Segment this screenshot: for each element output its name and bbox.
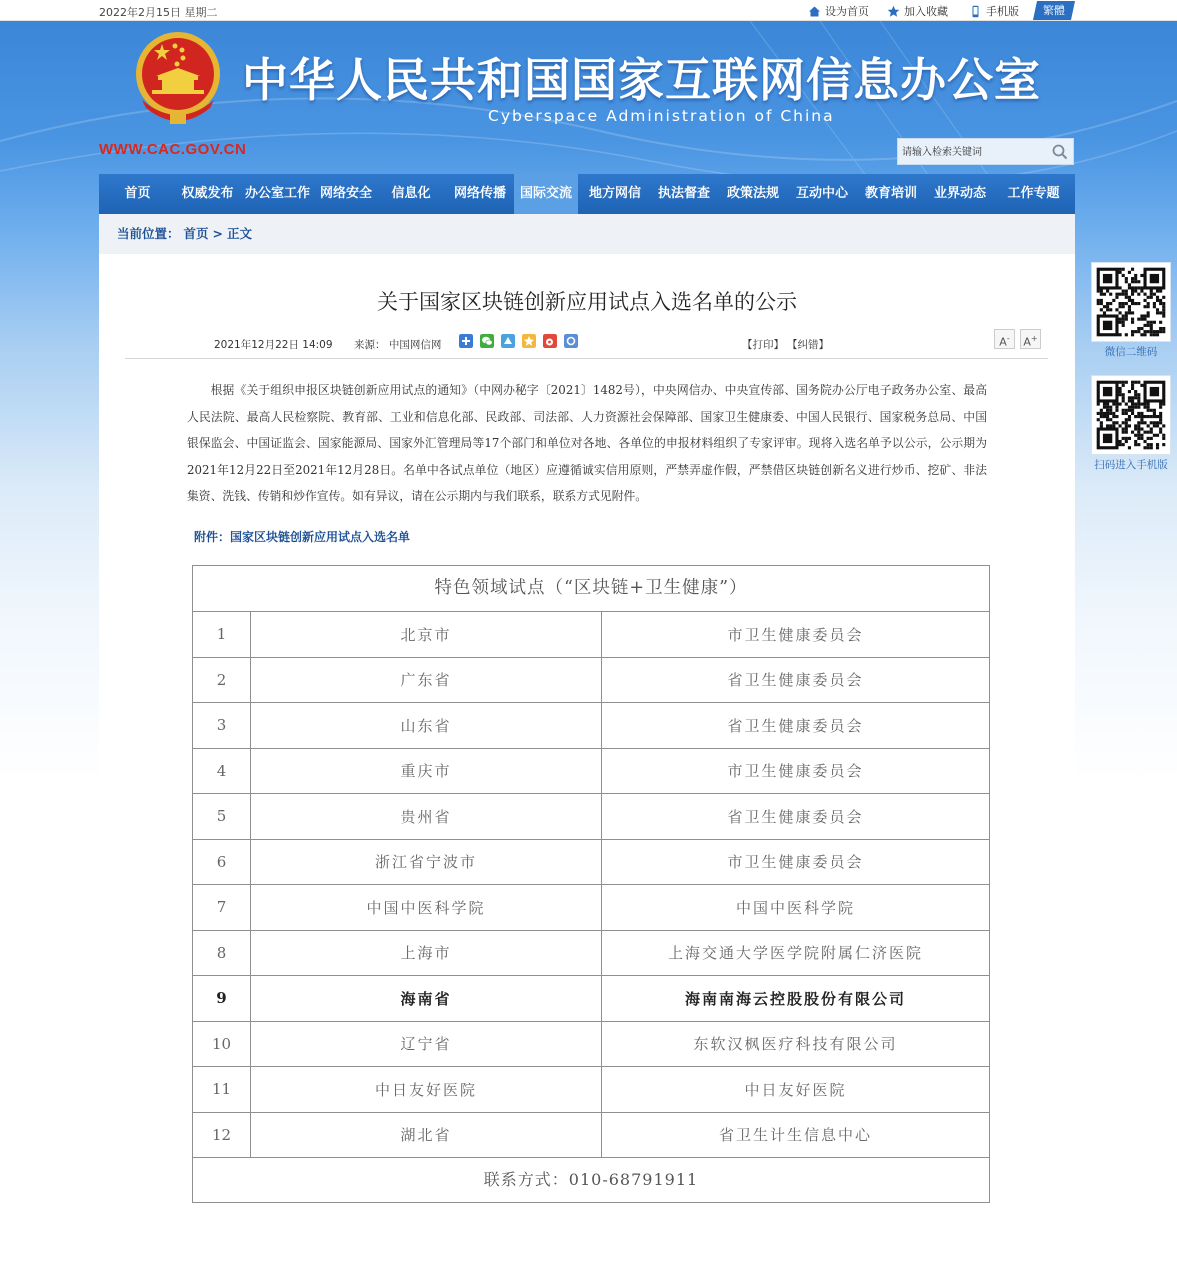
breadcrumb: [99, 214, 1075, 254]
add-favorite-link[interactable]: [887, 3, 948, 19]
row-unit: 市卫生健康委员会: [727, 625, 864, 644]
table-header: 特色领域试点（“区块链+卫生健康”）: [193, 566, 989, 612]
link-share-icon[interactable]: [564, 334, 578, 348]
row-unit: 省卫生健康委员会: [727, 716, 864, 735]
table-row: [193, 1113, 989, 1159]
row-number: 12: [193, 1113, 251, 1158]
nav-item-local-cac[interactable]: 地方网信: [588, 186, 641, 201]
nav-item-interaction-center[interactable]: 互动中心: [795, 186, 848, 201]
site-subtitle: Cyberspace Administration of China: [488, 107, 835, 125]
content-panel: [99, 214, 1075, 1280]
mobile-version-label: 手机版: [986, 5, 1019, 18]
row-unit: 东软汉枫医疗科技有限公司: [693, 1035, 898, 1054]
table-contact: 联系方式：010-68791911: [483, 1170, 699, 1189]
nav-item-international-exchange[interactable]: 国际交流: [514, 174, 578, 214]
mobile-qr-code: [1091, 375, 1171, 455]
row-region: 广东省: [251, 658, 602, 703]
table-row: [193, 1022, 989, 1068]
row-region: 浙江省宁波市: [251, 840, 602, 885]
nav-item-policies-regulations[interactable]: 政策法规: [726, 186, 779, 201]
row-number: 10: [193, 1022, 251, 1067]
top-utility-bar: [0, 0, 1177, 21]
wechat-share-icon[interactable]: [480, 334, 494, 348]
row-number: 1: [193, 612, 251, 657]
share-icons: [459, 334, 578, 348]
table-row: [193, 749, 989, 795]
nav-item-home[interactable]: 首页: [124, 186, 151, 201]
row-number: 11: [193, 1067, 251, 1112]
table-row: [193, 794, 989, 840]
font-larger-button[interactable]: A+: [1020, 329, 1041, 349]
article-datetime: 2021年12月22日 14:09: [214, 339, 333, 351]
table-row: [193, 612, 989, 658]
row-number: 2: [193, 658, 251, 703]
row-region: 辽宁省: [251, 1022, 602, 1067]
nav-item-law-enforcement[interactable]: 执法督查: [657, 186, 710, 201]
table-row: [193, 885, 989, 931]
table-row: [193, 1067, 989, 1113]
main-navigation: [99, 174, 1075, 214]
site-url[interactable]: WWW.CAC.GOV.CN: [99, 141, 247, 158]
row-region: 中日友好医院: [251, 1067, 602, 1112]
article-body: 根据《关于组织申报区块链创新应用试点的通知》（中网办秘字〔2021〕1482号），中央网信办、中央宣传部、国务院办公厅电子政务办公室、最高人民法院、最高人民检察院、教育部、工业和信息化部、民政部、司法部、人力资源社会保障部、国家卫生健康委、中国人民银行、国家税务总局、中国银保监会、中国证监会、国家能源局、国家外汇管理局等17个部门和单位对各地、各单位的申报材料组织了专家评审。现将入选名单予以公示，公示期为2021年12月22日至2021年12月28日。名单中各试点单位（地区）应遵循诚实信用原则，严禁弄虚作假，严禁借区块链创新名义进行炒币、挖矿、非法集资、洗钱、传销和炒作宣传。如有异议，请在公示期内与我们联系，联系方式见附件。: [187, 383, 987, 503]
qzone-share-icon[interactable]: [522, 334, 536, 348]
nav-item-education-training[interactable]: 教育培训: [864, 186, 917, 201]
row-region: 重庆市: [251, 749, 602, 794]
row-number: 9: [193, 976, 251, 1021]
row-unit: 市卫生健康委员会: [727, 762, 864, 781]
pilot-list-table: [192, 565, 990, 1203]
home-icon: [808, 5, 821, 18]
row-number: 5: [193, 794, 251, 839]
national-emblem-icon: [132, 30, 224, 128]
font-smaller-button[interactable]: A-: [994, 329, 1015, 349]
attachment-link[interactable]: 附件：国家区块链创新应用试点入选名单: [194, 530, 411, 544]
row-unit: 市卫生健康委员会: [727, 853, 864, 872]
nav-item-industry-news[interactable]: 业界动态: [933, 186, 986, 201]
table-row: [193, 703, 989, 749]
correct-error-link[interactable]: 【纠错】: [787, 339, 829, 351]
set-home-label: 设为首页: [825, 5, 869, 18]
row-number: 7: [193, 885, 251, 930]
row-region: 山东省: [251, 703, 602, 748]
sina-share-icon[interactable]: [543, 334, 557, 348]
search-icon[interactable]: [1051, 143, 1069, 161]
weibo-share-icon[interactable]: [501, 334, 515, 348]
current-date: 2022年2月15日 星期二: [99, 6, 218, 19]
print-link[interactable]: 【打印】: [742, 339, 784, 351]
row-unit: 省卫生计生信息中心: [718, 1126, 872, 1145]
font-smaller-label: A: [999, 335, 1007, 349]
table-row: [193, 976, 989, 1022]
mobile-version-link[interactable]: [969, 3, 1019, 19]
row-number: 4: [193, 749, 251, 794]
search-box: [897, 138, 1074, 165]
row-number: 6: [193, 840, 251, 885]
nav-item-cybersecurity[interactable]: 网络安全: [319, 186, 372, 201]
breadcrumb-separator: >: [212, 226, 223, 241]
row-unit: 中日友好医院: [744, 1080, 847, 1099]
wechat-qr-label: 微信二维码: [1104, 346, 1158, 358]
article-source: 来源： 中国网信网: [354, 339, 442, 351]
site-title: 中华人民共和国国家互联网信息办公室: [242, 53, 1041, 107]
row-region: 海南省: [251, 976, 602, 1021]
wechat-qr-code: [1091, 262, 1171, 342]
nav-item-network-communication[interactable]: 网络传播: [453, 186, 506, 201]
row-region: 湖北省: [251, 1113, 602, 1158]
font-larger-label: A: [1023, 335, 1031, 349]
star-icon: [887, 5, 900, 18]
table-row: [193, 658, 989, 704]
breadcrumb-prefix: 当前位置：: [117, 226, 180, 241]
row-unit: 中国中医科学院: [735, 898, 855, 917]
share-more-icon[interactable]: [459, 334, 473, 348]
row-region: 上海市: [251, 931, 602, 976]
row-unit: 省卫生健康委员会: [727, 807, 864, 826]
row-region: 中国中医科学院: [251, 885, 602, 930]
row-region: 北京市: [251, 612, 602, 657]
row-unit: 海南南海云控股股份有限公司: [684, 989, 906, 1008]
breadcrumb-current: 正文: [226, 226, 252, 241]
row-unit: 省卫生健康委员会: [727, 671, 864, 690]
search-input[interactable]: [902, 143, 1042, 161]
nav-item-special-topics[interactable]: 工作专题: [1007, 186, 1060, 201]
traditional-chinese-label: 繁體: [1043, 4, 1065, 17]
title-divider: [125, 358, 1048, 359]
row-unit: 上海交通大学医学院附属仁济医院: [667, 944, 923, 963]
row-region: 贵州省: [251, 794, 602, 839]
add-favorite-label: 加入收藏: [904, 5, 948, 18]
mobile-phone-icon: [969, 5, 982, 18]
row-number: 3: [193, 703, 251, 748]
nav-item-authoritative-release[interactable]: 权威发布: [181, 186, 234, 201]
nav-item-office-work[interactable]: 办公室工作: [244, 186, 310, 201]
table-row: [193, 931, 989, 977]
row-number: 8: [193, 931, 251, 976]
mobile-qr-label: 扫码进入手机版: [1094, 459, 1168, 471]
nav-item-informatization[interactable]: 信息化: [391, 186, 431, 201]
set-home-link[interactable]: [808, 3, 869, 19]
breadcrumb-home-link[interactable]: 首页: [183, 226, 209, 241]
article-title: 关于国家区块链创新应用试点入选名单的公示: [377, 290, 797, 314]
traditional-chinese-button[interactable]: [1033, 1, 1075, 20]
table-row: [193, 840, 989, 886]
